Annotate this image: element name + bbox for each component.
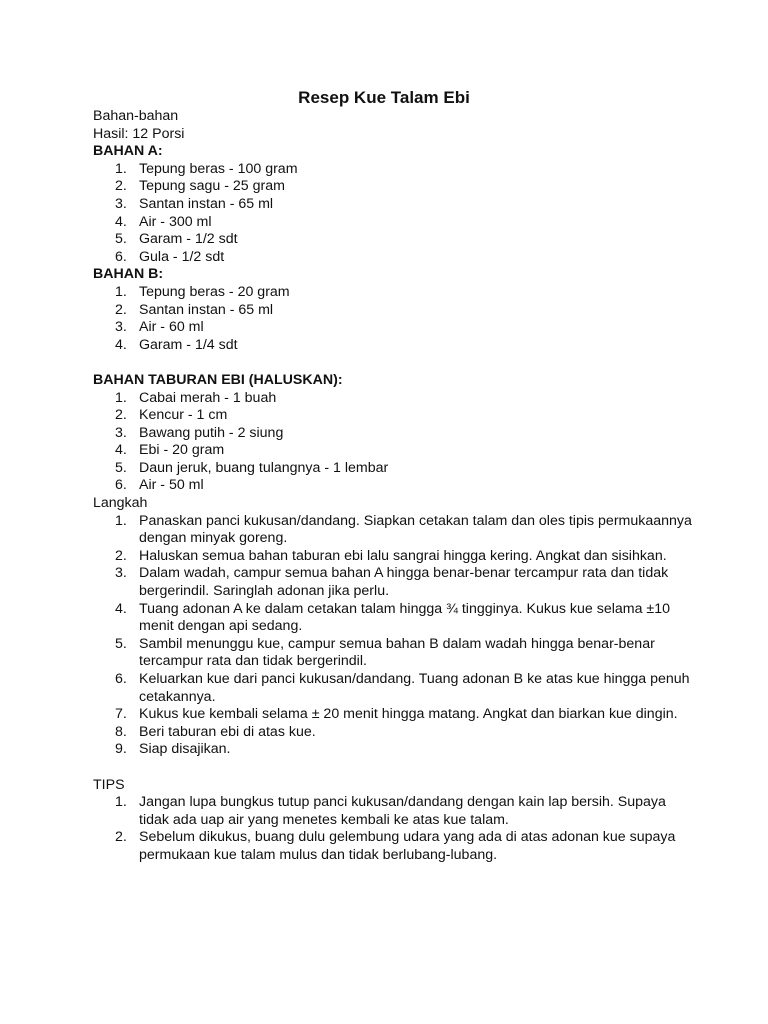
langkah-list	[93, 513, 693, 759]
spacer	[93, 759, 693, 777]
list-item	[93, 513, 693, 548]
list-item	[93, 425, 693, 443]
list-item-number: 3.	[115, 319, 127, 336]
list-item-number: 6.	[115, 477, 127, 494]
list-item-number: 8.	[115, 723, 127, 740]
list-item-number: 7.	[115, 706, 127, 723]
list-item-text: Sambil menunggu kue, campur semua bahan B dalam wadah hingga benar-benar tercampur rata dan tidak bergerindil.	[139, 635, 655, 670]
list-item-number: 2.	[115, 178, 127, 195]
list-item-text: Air - 60 ml	[139, 319, 204, 336]
list-item-text: Sebelum dikukus, buang dulu gelembung udara yang ada di atas adonan kue supaya permukaan kue talam mulus dan tidak berlubang-lubang.	[139, 829, 676, 863]
list-item	[93, 724, 693, 742]
list-item	[93, 196, 693, 214]
recipe-title: Resep Kue Talam Ebi	[298, 88, 470, 107]
list-item-number: 5.	[115, 459, 127, 476]
list-item	[93, 460, 693, 478]
list-item	[93, 442, 693, 460]
list-item-text: Ebi - 20 gram	[139, 442, 225, 459]
list-item-number: 3.	[115, 565, 127, 582]
list-item-text: Tuang adonan A ke dalam cetakan talam hingga ¾ tingginya. Kukus kue selama ±10 menit dengan api sedang.	[139, 600, 670, 635]
list-item	[93, 337, 693, 355]
list-item-number: 1.	[115, 512, 127, 529]
list-item-text: Haluskan semua bahan taburan ebi lalu sangrai hingga kering. Angkat dan sisihkan.	[139, 547, 667, 564]
list-item-number: 9.	[115, 741, 127, 758]
list-item	[93, 741, 693, 759]
list-item-number: 4.	[115, 600, 127, 617]
list-item-text: Air - 50 ml	[139, 477, 204, 494]
list-item-text: Garam - 1/4 sdt	[139, 336, 238, 353]
langkah-heading: Langkah	[93, 495, 148, 512]
list-item	[93, 829, 693, 864]
list-item-text: Kukus kue kembali selama ± 20 menit hingga matang. Angkat dan biarkan kue dingin.	[139, 706, 678, 723]
list-item-number: 2.	[115, 407, 127, 424]
list-item-text: Gula - 1/2 sdt	[139, 248, 225, 265]
list-item-number: 1.	[115, 283, 127, 300]
list-item	[93, 671, 693, 706]
intro-line: Bahan-bahan	[93, 108, 179, 124]
list-item-text: Siap disajikan.	[139, 741, 231, 758]
list-item	[93, 565, 693, 600]
list-item-text: Santan instan - 65 ml	[139, 195, 274, 212]
list-item-text: Santan instan - 65 ml	[139, 301, 274, 318]
list-item-number: 6.	[115, 248, 127, 265]
list-item	[93, 249, 693, 267]
taburan-list	[93, 390, 693, 496]
list-item-number: 4.	[115, 213, 127, 230]
list-item-number: 1.	[115, 160, 127, 177]
tips-list	[93, 794, 693, 864]
list-item	[93, 706, 693, 724]
tips-heading: TIPS	[93, 776, 125, 793]
list-item-text: Bawang putih - 2 siung	[139, 424, 284, 441]
list-item-number: 6.	[115, 671, 127, 687]
list-item-text: Dalam wadah, campur semua bahan A hingga benar-benar tercampur rata dan tidak bergerindil. Saringlah adonan jika perlu.	[139, 565, 669, 600]
spacer	[93, 354, 693, 372]
list-item-number: 3.	[115, 424, 127, 441]
list-item-number: 4.	[115, 336, 127, 353]
list-item-number: 5.	[115, 231, 127, 248]
list-item	[93, 407, 693, 425]
list-item	[93, 390, 693, 408]
list-item	[93, 161, 693, 179]
list-item-number: 2.	[115, 301, 127, 318]
list-item-text: Garam - 1/2 sdt	[139, 231, 238, 248]
list-item	[93, 284, 693, 302]
list-item-text: Kencur - 1 cm	[139, 407, 228, 424]
recipe-body	[93, 108, 693, 865]
list-item-number: 4.	[115, 442, 127, 459]
list-item-text: Tepung beras - 100 gram	[139, 160, 298, 177]
list-item	[93, 477, 693, 495]
list-item-number: 3.	[115, 195, 127, 212]
list-item-number: 1.	[115, 389, 127, 406]
list-item-number: 2.	[115, 829, 127, 846]
list-item	[93, 636, 693, 671]
list-item	[93, 548, 693, 566]
taburan-heading: BAHAN TABURAN EBI (HALUSKAN):	[93, 371, 343, 388]
list-item-text: Panaskan panci kukusan/dandang. Siapkan cetakan talam dan oles tipis permukaannya dengan minyak goreng.	[139, 512, 692, 547]
list-item	[93, 178, 693, 196]
yield-line: Hasil: 12 Porsi	[93, 125, 185, 142]
list-item-text: Cabai merah - 1 buah	[139, 389, 277, 406]
list-item-text: Air - 300 ml	[139, 213, 212, 230]
list-item-text: Daun jeruk, buang tulangnya - 1 lembar	[139, 459, 389, 476]
list-item-text: Jangan lupa bungkus tutup panci kukusan/dandang dengan kain lap bersih. Supaya tidak ada uap air yang menetes kembali ke atas kue talam.	[139, 794, 666, 828]
list-item	[93, 231, 693, 249]
bahan-b-heading: BAHAN B:	[93, 266, 164, 283]
list-item-text: Tepung beras - 20 gram	[139, 283, 290, 300]
list-item-text: Tepung sagu - 25 gram	[139, 178, 285, 195]
list-item-number: 2.	[115, 547, 127, 564]
list-item	[93, 319, 693, 337]
list-item	[93, 302, 693, 320]
list-item	[93, 794, 693, 829]
list-item-text: Keluarkan kue dari panci kukusan/dandang. Tuang adonan B ke atas kue hingga penuh cetakannya.	[139, 671, 690, 705]
bahan-b-list	[93, 284, 693, 354]
list-item	[93, 214, 693, 232]
list-item-number: 1.	[115, 794, 127, 811]
list-item-number: 5.	[115, 635, 127, 652]
list-item	[93, 601, 693, 636]
bahan-a-list	[93, 161, 693, 267]
list-item-text: Beri taburan ebi di atas kue.	[139, 723, 316, 740]
bahan-a-heading: BAHAN A:	[93, 143, 163, 160]
